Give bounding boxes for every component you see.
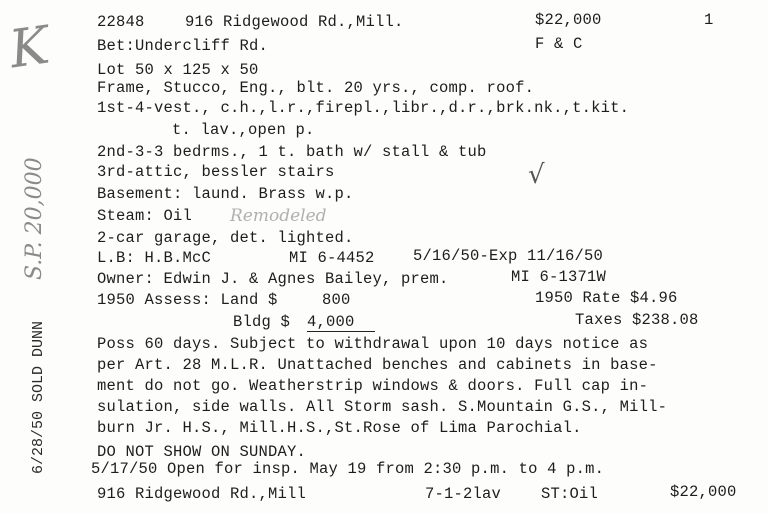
check-mark-handwritten: √ xyxy=(528,160,545,190)
third-floor: 3rd-attic, bessler stairs xyxy=(97,163,335,181)
basement: Basement: laund. Brass w.p. xyxy=(97,185,354,203)
bldg-value: 4,000 xyxy=(307,313,375,332)
listing-price: $22,000 xyxy=(535,11,602,29)
sold-stamp: 6/28/50 SOLD DUNN xyxy=(30,320,47,474)
first-floor: 1st-4-vest., c.h.,l.r.,firepl.,libr.,d.r.,brk.nk.,t.kit. xyxy=(97,99,630,117)
steam-note-handwritten: Remodeled xyxy=(230,206,327,226)
footer-heat: ST:Oil xyxy=(541,485,599,503)
remark-line: Poss 60 days. Subject to withdrawal upon 10 days notice as xyxy=(97,335,649,353)
remark-line: burn Jr. H.S., Mill.H.S.,St.Rose of Lima Parochial. xyxy=(97,419,582,437)
assess-label: 1950 Assess: Land $ xyxy=(97,291,278,309)
remark-line: ment do not go. Weatherstrip windows & doors. Full cap in- xyxy=(97,377,649,395)
page-number: 1 xyxy=(704,11,714,29)
second-floor: 2nd-3-3 bedrms., 1 t. bath w/ stall & tub xyxy=(97,143,487,161)
owner: Owner: Edwin J. & Agnes Bailey, prem. xyxy=(97,270,449,288)
listing-broker: L.B: H.B.McC xyxy=(97,249,212,267)
remark-line: sulation, side walls. All Storm sash. S.Mountain G.S., Mill- xyxy=(97,398,668,416)
k-handwritten: K xyxy=(6,15,53,81)
taxes: Taxes $238.08 xyxy=(575,311,699,329)
sale-price-handwritten: S.P. 20,000 xyxy=(22,157,47,280)
listing-dates: 5/16/50-Exp 11/16/50 xyxy=(413,247,604,265)
listing-number: 22848 xyxy=(97,13,145,31)
open-inspection: 5/17/50 Open for insp. May 19 from 2:30 p.m. to 4 p.m. xyxy=(91,460,605,478)
fc-code: F & C xyxy=(535,35,583,53)
bldg-label: Bldg $ xyxy=(233,313,291,331)
footer-address: 916 Ridgewood Rd.,Mill xyxy=(97,485,307,503)
between-street: Bet:Undercliff Rd. xyxy=(97,37,269,55)
remark-line: per Art. 28 M.L.R. Unattached benches and cabinets in base- xyxy=(97,356,658,374)
footer-code: 7-1-2lav xyxy=(425,485,502,503)
construction: Frame, Stucco, Eng., blt. 20 yrs., comp. roof. xyxy=(97,79,535,97)
broker-phone: MI 6-4452 xyxy=(289,249,375,267)
first-floor-cont: t. lav.,open p. xyxy=(172,121,315,139)
lot-size: Lot 50 x 125 x 50 xyxy=(97,61,259,79)
sunday-notice: DO NOT SHOW ON SUNDAY. xyxy=(97,443,307,461)
garage: 2-car garage, det. lighted. xyxy=(97,229,354,247)
owner-phone: MI 6-1371W xyxy=(511,268,607,286)
listing-address: 916 Ridgewood Rd.,Mill. xyxy=(185,13,404,31)
heating: Steam: Oil xyxy=(97,207,193,225)
tax-rate: 1950 Rate $4.96 xyxy=(535,289,678,307)
land-value: 800 xyxy=(322,291,351,309)
footer-price: $22,000 xyxy=(670,483,737,501)
